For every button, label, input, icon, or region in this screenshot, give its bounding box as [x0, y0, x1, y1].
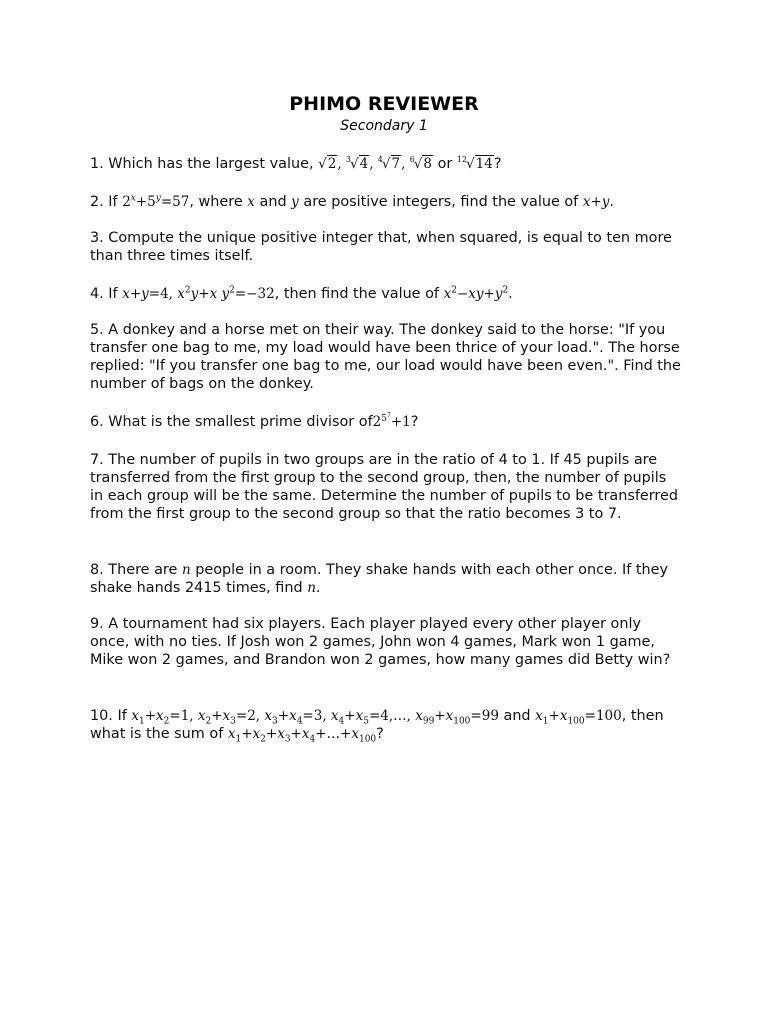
math-expression: √2, $^3$√4, $^4$√7, $^6$√8	[318, 155, 432, 172]
question-10: 10. If $x_1+x_2=1$, $x_2+x_3=2$, $x_3+x_4=3$, $x_4+x_5=4,\dots$, $x_{99}+x_{100}=99$ and $x_1+x_{100}=100$, then what is the sum of $x_1+x_2+x_3+x_4+\dots+x_{100}$?	[90, 708, 664, 745]
math-expression: x+y	[582, 194, 610, 210]
math-expression: $x_1+x_2=1$, $x_2+x_3=2$, $x_3+x_4=3$, $x_4+x_5=4,\dots$, $x_{99}+x_{100}=99$	[131, 708, 499, 727]
math-expression: $2^{5^7}+1$	[372, 411, 411, 430]
question-8: 8. There are n people in a room. They shake hands with each other once. If they shake hands 2415 times, find n.	[90, 562, 669, 596]
math-expression: $x_1+x_2+x_3+x_4+\dots+x_{100}$	[227, 726, 377, 745]
math-expression: $^{12}$√14	[456, 155, 493, 172]
question-1: 1. Which has the largest value, √2, $^3$√4, $^4$√7, $^6$√8 or $^{12}$√14?	[90, 155, 502, 172]
question-2: 2. If $2^x+5^y=57$, where x and y are positive integers, find the value of x+y.	[90, 193, 614, 210]
page-title: PHIMO REVIEWER	[289, 93, 479, 115]
question-7: 7. The number of pupils in two groups are in the ratio of 4 to 1. If 45 pupils are transferred from the first group to the second group, then, the number of pupils in each group will be the same. Determine the number of pupils to be transferred from the first group to the second group so that the ratio becomes 3 to 7.	[90, 452, 679, 522]
question-9: 9. A tournament had six players. Each player played every other player only once, with no ties. If Josh won 2 games, John won 4 games, Mark won 1 game, Mike won 2 games, and Brandon won 2 games, how many games did Betty win?	[90, 616, 671, 668]
math-expression: $x^2-xy+y^2$	[443, 285, 509, 302]
question-4: 4. If x+y=4, $x^2y+x$ $y^2=-32$, then find the value of $x^2-xy+y^2$.	[90, 285, 513, 302]
page-subtitle: Secondary 1	[340, 118, 428, 134]
math-expression: x+y=4, $x^2y+x$ $y^2=-32$	[122, 285, 275, 302]
math-expression: $2^x+5^y=57$	[122, 193, 190, 210]
math-expression: $x_1+x_{100}=100$	[535, 708, 622, 727]
question-6: 6. What is the smallest prime divisor $of2^{5^7}+1$?	[90, 411, 419, 430]
question-3: 3. Compute the unique positive integer that, when squared, is equal to ten more than three times itself.	[90, 230, 672, 264]
question-5: 5. A donkey and a horse met on their way. The donkey said to the horse: "If you transfer one bag to me, my load would have been thrice of your load.". The horse replied: "If you transfer one bag to me, our load would have been even.". Find the number of bags on the donkey.	[90, 322, 681, 392]
